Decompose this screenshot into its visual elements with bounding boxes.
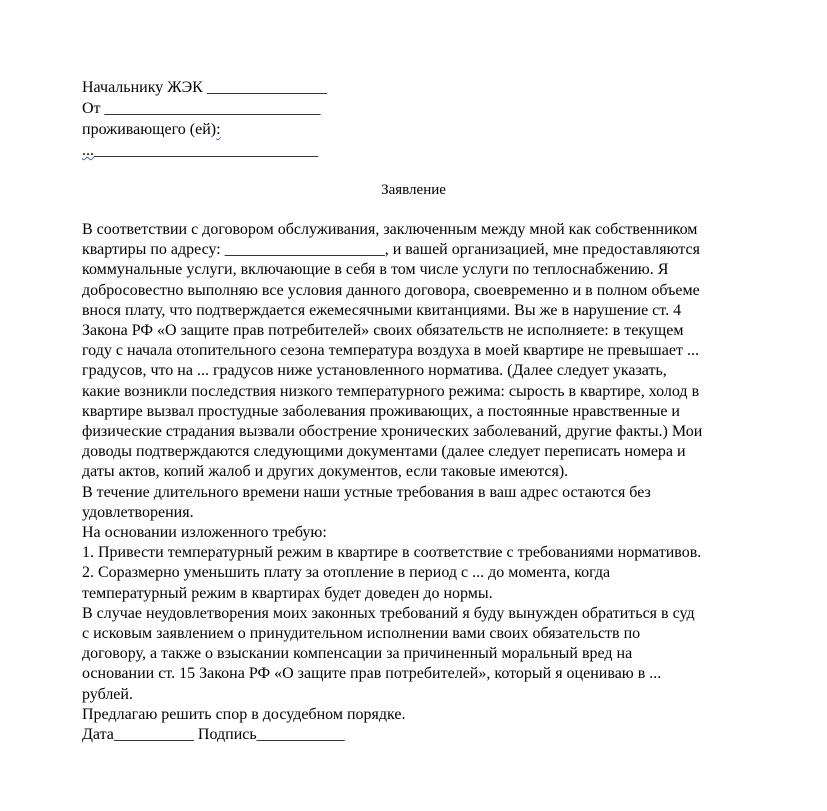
sender-line: От ___________________________ [82, 100, 321, 117]
date-signature-line: Дата__________ Подпись___________ [82, 726, 345, 744]
body-line: внося плату, что подтверждается ежемесячными квитанциями. Вы же в нарушение ст. 4 [82, 301, 682, 319]
addressee-line: Начальнику ЖЭК _______________ [82, 79, 327, 96]
body-line: какие возникли последствия низкого температурного режима: сырость в квартире, холод в [82, 382, 700, 400]
body-line: с исковым заявлением о принудительном исполнении вами своих обязательств по [82, 625, 641, 643]
body-line: году с начала отопительного сезона температура воздуха в моей квартире не превышает ... [82, 342, 699, 360]
residence-line [82, 119, 382, 140]
body-line: доводы подтверждаются следующими документами (далее следует переписать номера и [82, 443, 686, 461]
document-body [82, 220, 782, 745]
body-line: добросовестно выполняю все условия данного договора, своевременно и в полном объеме [82, 281, 700, 299]
address-blank: ____________________________ [94, 142, 318, 159]
body-line: температурный режим в квартирах будет доведен до нормы. [82, 584, 493, 602]
address-blank-dots: ... [82, 142, 94, 159]
body-line: В случае неудовлетворения моих законных требований я буду вынужден обратиться в суд [82, 604, 695, 622]
body-line: квартиры по адресу: ____________________, и вашей организацией, мне предоставляются [82, 241, 700, 259]
body-line: удовлетворения. [82, 503, 194, 521]
body-line: В течение длительного времени наши устные требования в ваш адрес остаются без [82, 483, 651, 501]
demand-item-1: 1. Привести температурный режим в квартире в соответствие с требованиями нормативов. [82, 544, 702, 562]
body-line: основании ст. 15 Закона РФ «О защите прав потребителей», который я оцениваю в ... [82, 665, 662, 683]
body-line: квартире вызвал простудные заболевания проживающих, а постоянные нравственные и [82, 402, 680, 420]
residence-colon: : [216, 121, 221, 138]
body-line: Предлагаю решить спор в досудебном порядке. [82, 705, 406, 723]
body-line: физические страдания вызвали обострение хронических заболеваний, другие факты.) Мои [82, 423, 703, 441]
body-line: градусов, что на ... градусов ниже установленного норматива. (Далее следует указать, [82, 362, 667, 380]
body-line: коммунальные услуги, включающие в себя в том числе услуги по теплоснабжению. Я [82, 261, 669, 279]
document-title: Заявление [381, 182, 446, 198]
body-line: даты актов, копий жалоб и других документов, если таковые имеются). [82, 463, 569, 481]
body-line: Закона РФ «О защите прав потребителей» своих обязательств не исполняете: в текущем [82, 322, 684, 340]
body-line: На основании изложенного требую: [82, 524, 327, 542]
address-blank-line [82, 140, 382, 161]
body-line: рублей. [82, 685, 133, 703]
addressee-block [82, 77, 382, 161]
body-line: договору, а также о взыскании компенсации за причиненный моральный вред на [82, 645, 633, 663]
body-line: В соответствии с договором обслуживания, заключенным между мной как собственником [82, 221, 698, 238]
residence-label: проживающего (ей) [82, 121, 217, 138]
demand-item-2: 2. Соразмерно уменьшить плату за отопление в период с ... до момента, когда [82, 564, 611, 582]
